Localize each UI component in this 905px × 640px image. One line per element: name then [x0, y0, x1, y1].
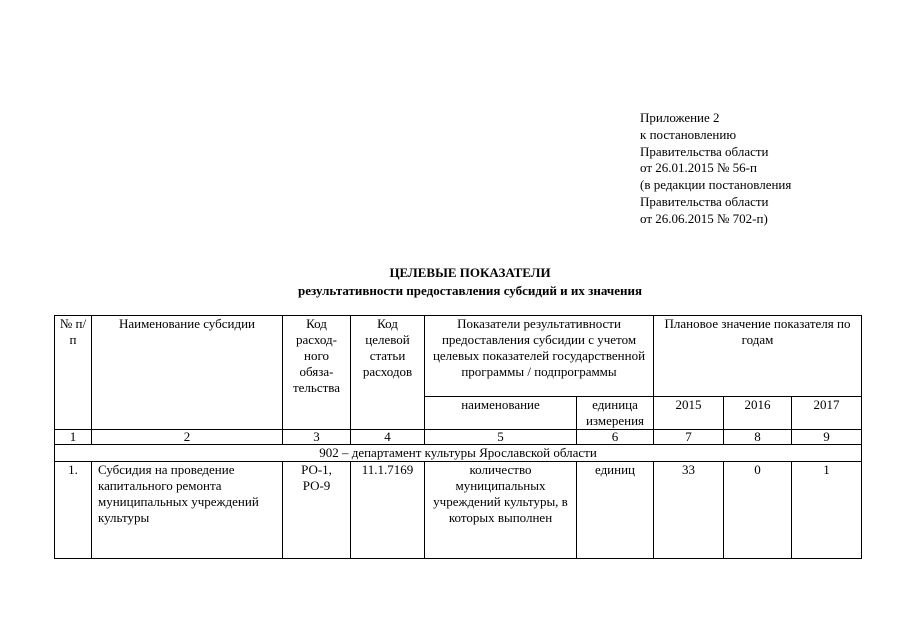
- header-code-article: Код целевой статьи расходов: [351, 316, 425, 430]
- document-subtitle: результативности предоставления субсидий и их значения: [298, 283, 642, 298]
- row-subsidy-name: Субсидия на проведение капитального ремонта муниципальных учреждений культуры: [92, 462, 283, 559]
- header-code-obligation: Код расход-ного обяза-тельства: [283, 316, 351, 430]
- row-value-2015: 33: [654, 462, 724, 559]
- row-code-obligation: РО-1, РО-9: [283, 462, 351, 559]
- column-numbers-row: [55, 430, 862, 445]
- appendix-line: от 26.01.2015 № 56-п: [640, 160, 757, 176]
- header-num: № п/п: [55, 316, 92, 430]
- column-number: 3: [283, 430, 351, 445]
- appendix-line: Правительства области: [640, 143, 769, 159]
- column-number: 4: [351, 430, 425, 445]
- header-plan: Плановое значение показателя по годам: [654, 316, 862, 397]
- appendix-line: (в редакции постановления: [640, 177, 792, 193]
- header-year-2016: 2016: [724, 397, 792, 430]
- column-number: 5: [425, 430, 577, 445]
- header-indicator-name: наименование: [425, 397, 577, 430]
- department-row: [55, 445, 862, 462]
- table-header-row: [55, 316, 862, 397]
- header-year-2015: 2015: [654, 397, 724, 430]
- appendix-line: от 26.06.2015 № 702-п): [640, 210, 768, 226]
- row-indicator-unit: единиц: [577, 462, 654, 559]
- column-number: 7: [654, 430, 724, 445]
- column-number: 1: [55, 430, 92, 445]
- header-indicators: Показатели результативности предоставления субсидии с учетом целевых показателей государственной программы / подпрограммы: [425, 316, 654, 397]
- column-number: 2: [92, 430, 283, 445]
- appendix-line: Приложение 2: [640, 110, 720, 125]
- department-name: 902 – департамент культуры Ярославской области: [55, 445, 862, 462]
- row-value-2016: 0: [724, 462, 792, 559]
- appendix-block: [640, 110, 791, 228]
- header-year-2017: 2017: [792, 397, 862, 430]
- column-number: 8: [724, 430, 792, 445]
- row-code-article: 11.1.7169: [351, 462, 425, 559]
- header-indicator-unit: единица измерения: [577, 397, 654, 430]
- row-value-2017: 1: [792, 462, 862, 559]
- row-indicator-name: количество муниципальных учреждений культуры, в которых выполнен: [425, 462, 577, 559]
- appendix-line: к постановлению: [640, 126, 737, 142]
- header-name: Наименование субсидии: [92, 316, 283, 430]
- appendix-line: Правительства области: [640, 193, 769, 209]
- table-row: [55, 462, 862, 559]
- column-number: 9: [792, 430, 862, 445]
- row-num: 1.: [55, 462, 92, 559]
- column-number: 6: [577, 430, 654, 445]
- document-title: ЦЕЛЕВЫЕ ПОКАЗАТЕЛИ: [389, 265, 551, 280]
- indicators-table: [54, 315, 862, 559]
